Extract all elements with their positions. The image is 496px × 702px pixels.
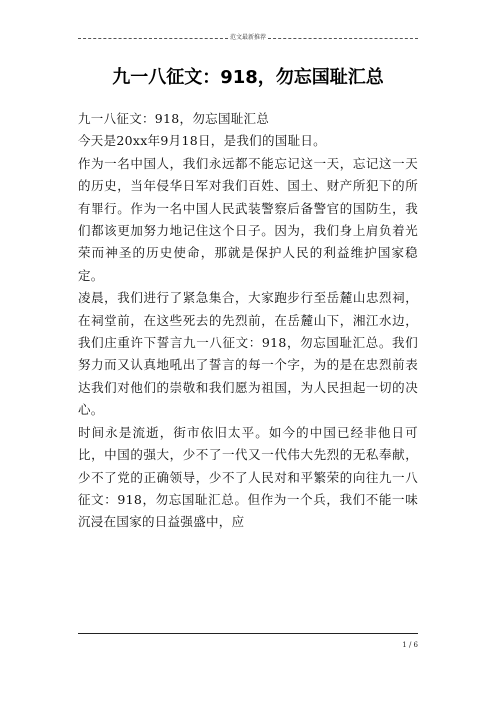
- header-label: 范文最新推荐: [230, 34, 267, 41]
- paragraph-body-2: 凌晨，我们进行了紧急集合，大家跑步行至岳麓山忠烈祠，在祠堂前，在这些死去的先烈前，在岳麓山下，湘江水边，我们庄重许下誓言九一八征文：918，勿忘国耻汇总。我们努力而又认真地吼出了誓言的每一个字，为的是在忠烈前表达我们对他们的崇敬和我们愿为祖国，为人民担起一切的决心。: [78, 290, 418, 418]
- paragraph-body-3: 时间永是流逝，街市依旧太平。如今的中国已经非他日可比，中国的强大，少不了一代又一代伟大先烈的无私奉献，少不了党的正确领导，少不了人民对和平繁荣的向往九一八征文：918，勿忘国耻汇总。但作为一个兵，我们不能一味沉浸在国家的日益强盛中，应: [78, 424, 418, 530]
- page-number: 1 / 6: [402, 641, 418, 649]
- footer-rule: [78, 633, 418, 634]
- header-rule: [78, 33, 418, 43]
- header-dash-right: [268, 38, 418, 39]
- document-body: [78, 108, 418, 534]
- paragraph-date: 今天是20xx年9月18日，是我们的国耻日。: [78, 133, 326, 149]
- header-dash-left: [78, 38, 228, 39]
- document-title: 九一八征文：918，勿忘国耻汇总: [112, 67, 384, 88]
- paragraph-subtitle: 九一八征文：918，勿忘国耻汇总: [78, 111, 270, 126]
- paragraph-body-1: 作为一名中国人，我们永远都不能忘记这一天，忘记这一天的历史，当年侵华日军对我们百姓、国土、财产所犯下的所有罪行。作为一名中国人民武装警察后备警官的国防生，我们都该更加努力地记住这个日子。因为，我们身上肩负着光荣而神圣的历史使命，那就是保护人民的利益维护国家稳定。: [78, 155, 418, 283]
